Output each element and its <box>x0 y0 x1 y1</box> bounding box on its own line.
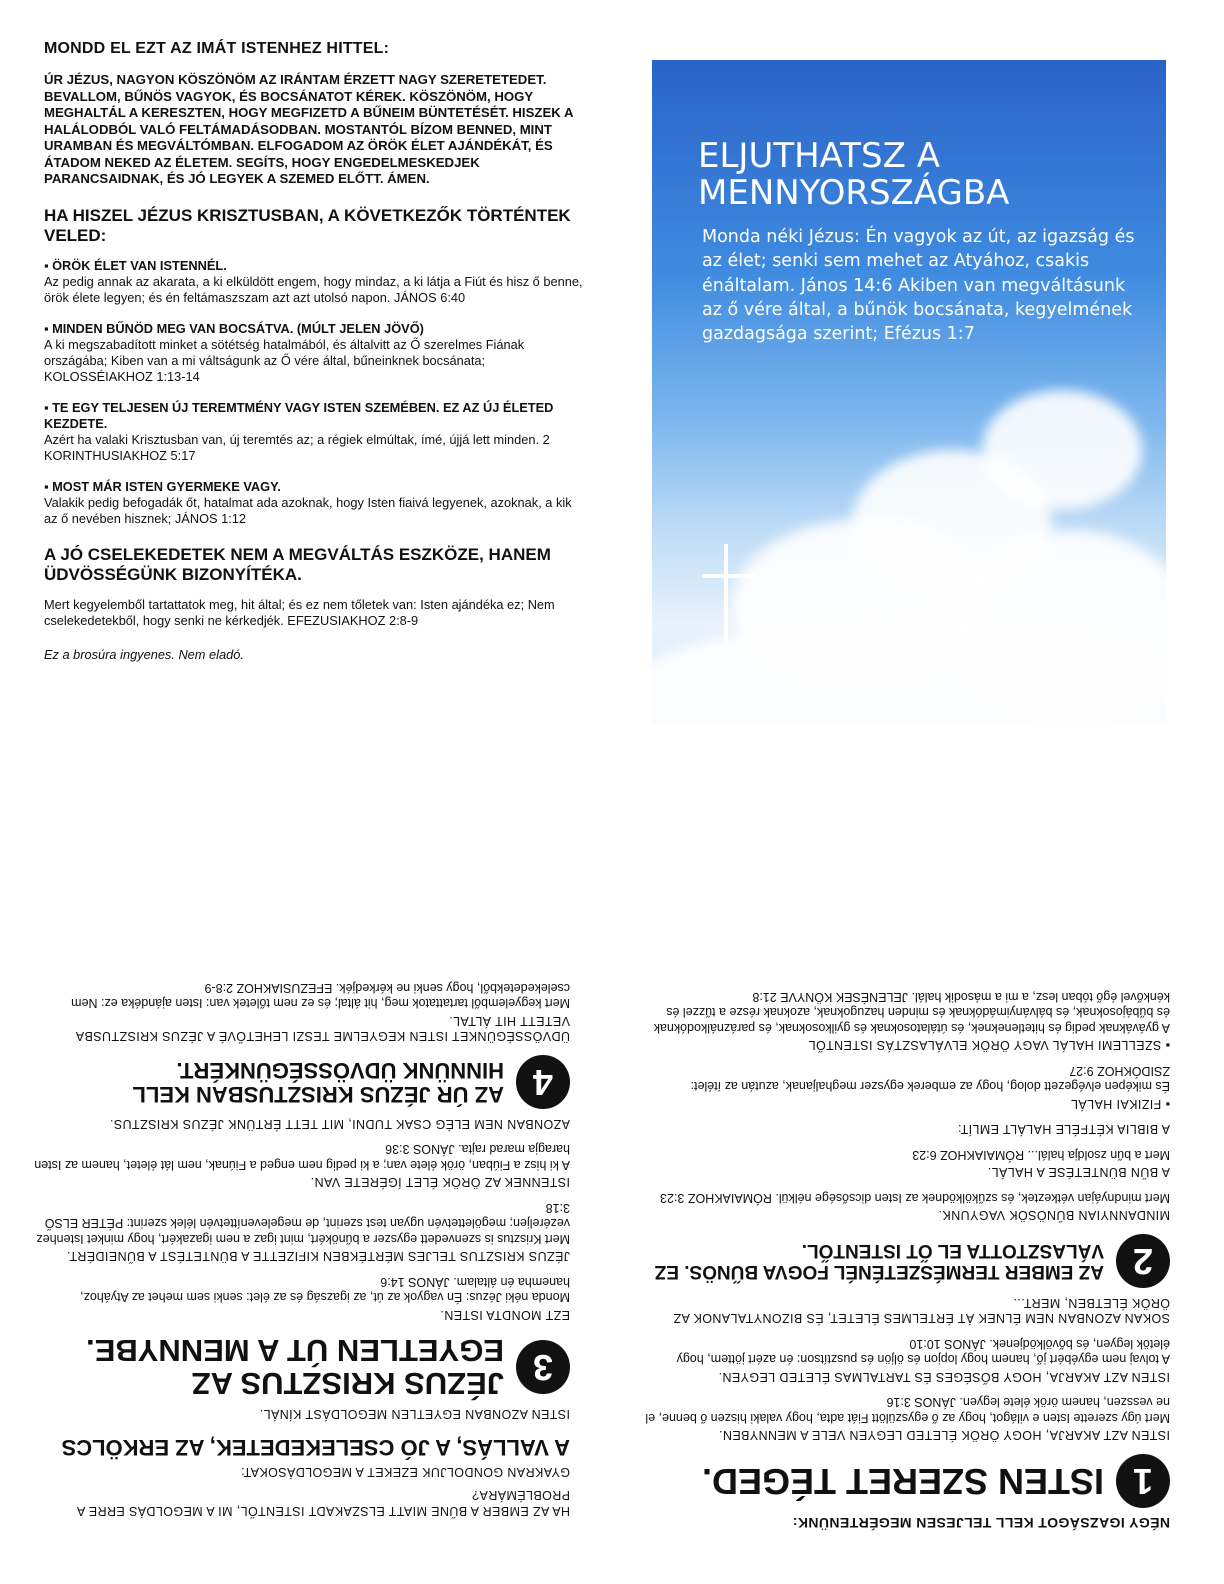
one-solution-text: ISTEN AZONBAN EGYETLEN MEGOLDÁST KÍNÁL. <box>259 1407 570 1422</box>
step-1-verse: A tolvaj nem egyébért jő, hanem hogy lopjon és öljön és pusztítson: én azért jöttem, hogy életök legyen, és bővölködjenek. JÁNOS 10:10 <box>676 1337 1170 1367</box>
free-note: Ez a brosúra ingyenes. Nem eladó. <box>44 646 244 662</box>
common-solutions: A VALLÁS, A JÓ CSELEKEDETEK, AZ ERKÖLCS <box>61 1435 570 1461</box>
solution-question: HA AZ EMBER A BŰNE MIATT ELSZAKADT ISTENTŐL, MI A MEGOLDÁS ERRE A PROBLÉMÁRA? <box>77 1488 570 1518</box>
works-text: Mert kegyelemből tartattatok meg, hit által; és ez nem tőletek van: Isten ajándéka ez; Nem cselekedetekből, hogy senki ne kérkedjék. EFEZUSIAKHOZ 2:8-9 <box>44 596 555 628</box>
step-2-label: A BŰN BÜNTETÉSE A HALÁL. <box>987 1165 1170 1180</box>
benefit-text: Az pedig annak az akarata, a ki elküldött engem, hogy mindaz, a ki látja a Fiút és hisz ő benne, örök élete legyen; és én feltámaszszam azt azt utolsó napon. JÁNOS 6:40 <box>44 273 583 305</box>
step-4-title: AZ ÚR JÉZUS KRISZTUSBAN KELL HINNÜNK ÜDVÖSSÉGÜNKÉRT. <box>132 1058 504 1108</box>
step-2-title: AZ EMBER TERMÉSZETÉNÉL FOGVA BŰNÖS. EZ VÁLASZTOTTA EL ŐT ISTENTŐL. <box>654 1240 1104 1283</box>
benefit-title: ▪ TE EGY TELJESEN ÚJ TEREMTMÉNY VAGY ISTEN SZEMÉBEN. EZ AZ ÚJ ÉLETED KEZDETE. <box>44 399 554 431</box>
step-2-verse: És miképen elvégezett dolog, hogy az emberek egyszer meghaljanak, azután az ítélet: ZSIDÓKHOZ 9:27 <box>690 1064 1170 1094</box>
step-2-verse: Mert mindnyájan vétkeztek, és szűkölködnek az Isten dicsősége nélkül. RÓMAIAKHOZ 3:23 <box>660 1191 1170 1205</box>
step-2-verse: Mert a bűn zsoldja halál... RÓMAIAKHOZ 6:23 <box>912 1148 1170 1162</box>
step-3-header <box>30 1334 570 1400</box>
step-2-label: A BIBLIA KÉTFÉLE HALÁLT EMLÍT: <box>957 1122 1170 1137</box>
step-3-verse: A ki hisz a Fiúban, örök élete van; a ki pedig nem enged a Fiúnak, nem lát életet, hanem az Isten haragja marad rajta. JÁNOS 3:36 <box>34 1142 570 1172</box>
common-solutions-label: GYAKRAN GONDOLJUK EZEKET A MEGOLDÁSOKAT: <box>240 1465 570 1479</box>
cover-title-line: MENNYORSZÁGBA <box>698 173 1010 213</box>
four-truths-intro: NÉGY IGAZSÁGOT KELL TELJESEN MEGÉRTENÜNK: <box>792 1515 1170 1531</box>
step-1-title: ISTEN SZERET TÉGED. <box>701 1461 1104 1503</box>
step-3-title: JÉZUS KRISZTUS AZ EGYETLEN ÚT A MENNYBE. <box>86 1333 504 1401</box>
benefit-text: Valakik pedig befogadák őt, hatalmat ada azoknak, hogy Isten fiaivá legyenek, azoknak, a kik az ő nevében hisznek; JÁNOS 1:12 <box>44 494 572 526</box>
step-4-label: ÜDVÖSSÉGÜNKET ISTEN KEGYELME TESZI LEHETŐVÉ A JÉZUS KRISZTUSBA VETETT HIT ÁLTAL. <box>76 1014 570 1044</box>
step-3-label: JÉZUS KRISZTUS TELJES MÉRTÉKBEN KIFIZETTE A BÜNTETÉST A BŰNEIDÉRT. <box>66 1249 570 1264</box>
step-2-verse: A gyáváknak pedig és hitetleneknek, és útálatosoknak és gyilkosoknak, és paráználkodóknak és bűbájosoknak, és bálványimádóknak és minden hazugoknak, azoknak része a tűzzel és kénkővel égő tóban lesz, a mi a második halál. JELENÉSEK KÖNYVE 21:8 <box>653 990 1170 1035</box>
step-1-verse: Mert úgy szerette Isten e világot, hogy az ő egyszülött Fiát adta, hogy valaki hiszen ő benne, el ne vesszen, hanem örök élete legyen. JÁNOS 3:16 <box>645 1395 1170 1425</box>
believe-heading: HA HISZEL JÉZUS KRISZTUSBAN, A KÖVETKEZŐK TÖRTÉNTEK VELED: <box>44 205 571 245</box>
benefit-text: Azért ha valaki Krisztusban van, új teremtés az; a régiek elmúltak, ímé, újjá lett minden. 2 KORINTHUSIAKHOZ 5:17 <box>44 431 550 463</box>
benefit-title: ▪ MINDEN BŰNÖD MEG VAN BOCSÁTVA. (MÚLT JELEN JÖVŐ) <box>44 320 424 336</box>
step-3-label: AZONBAN NEM ELÉG CSAK TUDNI, MIT TETT ÉRTÜNK JÉZUS KRISZTUS. <box>109 1117 570 1131</box>
cover-image <box>652 60 1166 724</box>
benefit-item <box>44 479 584 527</box>
step-2-label: ▪ FIZIKAI HALÁL <box>1070 1097 1170 1111</box>
prayer-text: ÚR JÉZUS, NAGYON KÖSZÖNÖM AZ IRÁNTAM ÉRZETT NAGY SZERETETEDET. BEVALLOM, BŰNÖS VAGYOK, ÉS BOCSÁNATOT KÉREK. KÖSZÖNÖM, HOGY MEGHALTÁL A KERESZTEN, HOGY MEGFIZETD A BŰNEIM BÜNTETÉSÉT. HISZEK A HALÁLODBÓL VALÓ FELTÁMADÁSODBAN. MOSTANTÓL BÍZOM BENNED, MINT URAMBAN ÉS MEGVÁLTÓMBAN. ELFOGADOM AZ ÖRÖK ÉLET AJÁNDÉKÁT, ÉS ÁTADOM NEKED AZ ÉLETEM. SEGÍTS, HOGY ENGEDELMESKEDJEK PARANCSAIDNAK, ÉS JÓ LEGYEK A SZEMED ELŐTT. ÁMEN. <box>44 72 573 186</box>
prayer-panel <box>44 40 584 674</box>
benefit-item <box>44 258 584 306</box>
steps-1-2-panel <box>640 850 1170 1530</box>
step-4-header <box>30 1056 570 1110</box>
steps-3-4-panel <box>30 838 570 1518</box>
step-2-header <box>640 1235 1170 1289</box>
cover-title <box>698 138 1009 212</box>
step-number-badge: 2 <box>1116 1235 1170 1289</box>
step-number-badge: 4 <box>516 1056 570 1110</box>
benefit-item <box>44 321 584 385</box>
works-heading: A JÓ CSELEKEDETEK NEM A MEGVÁLTÁS ESZKÖZE, HANEM ÜDVÖSSÉGÜNK BIZONYÍTÉKA. <box>44 544 551 584</box>
step-2-label: ▪ SZELLEMI HALÁL VAGY ÖRÖK ELVÁLASZTÁS ISTENTŐL <box>808 1038 1170 1053</box>
step-number-badge: 3 <box>516 1340 570 1394</box>
benefit-text: A ki megszabadított minket a sötétség hatalmából, és általvitt az Ő szerelmes Fiának országába; Kiben van a mi váltságunk az Ő vére által, bűneinknek bocsánata; KOLOSSÉIAKHOZ 1:13-14 <box>44 336 525 384</box>
step-1-label: SOKAN AZONBAN NEM ÉLNEK ÁT ÉRTELMES ÉLETET, ÉS BIZONYTALANOK AZ ÖRÖK ÉLETBEN, MERT... <box>673 1296 1170 1326</box>
cloud-shape <box>652 620 1166 724</box>
benefit-item <box>44 400 584 464</box>
cross-icon <box>724 544 728 642</box>
step-3-label: ISTENNEK AZ ÖRÖK ÉLET ÍGÉRETE VAN. <box>310 1175 570 1190</box>
benefit-title: ▪ ÖRÖK ÉLET VAN ISTENNÉL. <box>44 257 227 273</box>
cover-verse: Monda néki Jézus: Én vagyok az út, az igazság és az élet; senki sem mehet az Atyához, csakis énáltalam. János 14:6 Akiben van megváltásunk az ő vére által, a bűnök bocsánata, kegyelmének gazdagsága szerint; Efézus 1:7 <box>702 227 1135 345</box>
step-2-label: MINDANNYIAN BŰNÖSÖK VAGYUNK. <box>938 1208 1170 1223</box>
step-1-label: ISTEN AZT AKARJA, HOGY BŐSÉGES ÉS TARTALMAS ÉLETED LEGYEN. <box>718 1370 1170 1384</box>
step-3-verse: Monda néki Jézus: Én vagyok az út, az igazság és az élet: senki sem mehet az Atyához, hanemha én általam. JÁNOS 14:6 <box>80 1275 570 1305</box>
benefit-title: ▪ MOST MÁR ISTEN GYERMEKE VAGY. <box>44 478 281 494</box>
step-1-label: ISTEN AZT AKARJA, HOGY ÖRÖK ÉLETED LEGYEN VELE A MENNYBEN. <box>718 1428 1170 1443</box>
prayer-heading: MONDD EL EZT AZ IMÁT ISTENHEZ HITTEL: <box>44 40 390 57</box>
step-3-label: EZT MONDTA ISTEN. <box>440 1308 570 1322</box>
step-3-verse: Mert Krisztus is szenvedett egyszer a bűnökért, mint igaz a nem igazakért, hogy minket Istenhez vezéreljen; megölettetvén ugyan test szerint, de megeleveníttetvén lélek szerint: PÉTER ELSŐ 3:18 <box>36 1201 570 1246</box>
step-number-badge: 1 <box>1116 1455 1170 1509</box>
cross-icon-bar <box>702 574 754 578</box>
step-1-header <box>640 1455 1170 1509</box>
step-4-verse: Mert kegyelemből tartattatok meg, hit által; és ez nem tőletek van: Isten ajándéka ez: Nem cselekedetekből, hogy senki ne kérkedjék. EFEZUSIAKHOZ 2:8-9 <box>71 981 570 1011</box>
cover-title-line: ELJUTHATSZ A <box>698 136 941 176</box>
